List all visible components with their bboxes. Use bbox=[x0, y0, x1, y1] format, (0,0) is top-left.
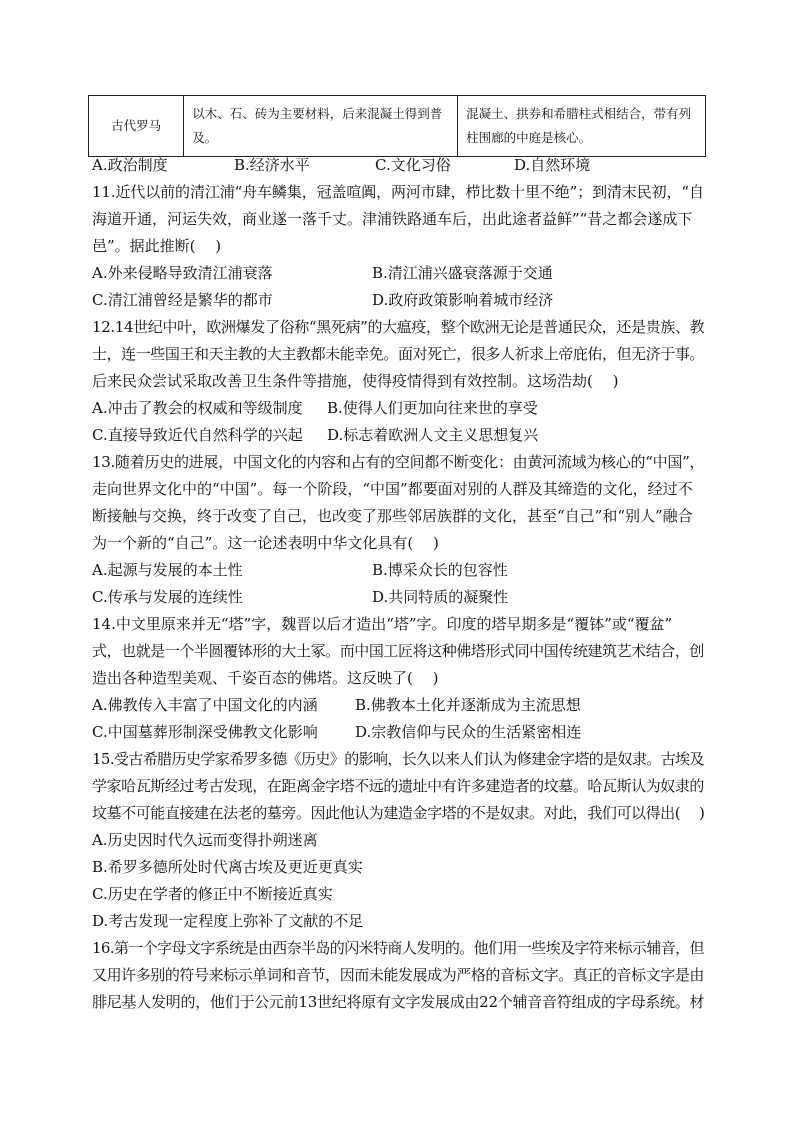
q11-text-line: 邑”。据此推断( ) bbox=[92, 237, 222, 255]
q15-option-b[interactable]: B.希罗多德所处时代离古埃及更近更真实 bbox=[92, 858, 363, 876]
table-cell-civilization: 古代罗马 bbox=[89, 96, 184, 157]
q10-option-c[interactable]: C.文化习俗 bbox=[375, 156, 451, 174]
q11-option-a[interactable]: A.外来侵略导致清江浦衰落 bbox=[92, 264, 273, 282]
q13-option-b[interactable]: B.博采众长的包容性 bbox=[372, 561, 508, 579]
question-14 bbox=[92, 611, 704, 746]
q12-text-line: 士，连一些国王和天主教的大主教都未能幸免。面对死亡，很多人祈求上帝庇佑，但无济于事。 bbox=[92, 345, 705, 363]
q15-option-d[interactable]: D.考古发现一定程度上弥补了文献的不足 bbox=[92, 912, 364, 930]
q14-option-a[interactable]: A.佛教传入丰富了中国文化的内涵 bbox=[92, 696, 318, 714]
q12-text-line: 后来民众尝试采取改善卫生条件等措施，使得疫情得到有效控制。这场浩劫( ) bbox=[92, 372, 619, 390]
question-list bbox=[92, 152, 704, 1016]
q14-option-b[interactable]: B.佛教本土化并逐渐成为主流思想 bbox=[355, 696, 581, 714]
table-cell-materials: 以木、石、砖为主要材料，后来混凝土得到普及。 bbox=[184, 96, 458, 157]
q14-text-line: 14.中文里原来并无“塔”字，魏晋以后才造出“塔”字。印度的塔早期多是“覆钵”或“覆盆” bbox=[92, 615, 673, 633]
q11-text-line: 海道开通，河运失效，商业遂一落千丈。津浦铁路通车后，出此途者益鲜”“昔之都会遂成下 bbox=[92, 210, 693, 228]
question-11 bbox=[92, 179, 704, 314]
question-13 bbox=[92, 449, 704, 611]
q12-option-c[interactable]: C.直接导致近代自然科学的兴起 bbox=[92, 426, 303, 444]
q15-option-c[interactable]: C.历史在学者的修正中不断接近真实 bbox=[92, 885, 333, 903]
q10-option-d[interactable]: D.自然环境 bbox=[514, 156, 591, 174]
q16-text-line: 腓尼基人发明的，他们于公元前13世纪将原有文字发展成由22个辅音音符组成的字母系统。材 bbox=[92, 993, 705, 1011]
q12-option-b[interactable]: B.使得人们更加向往来世的享受 bbox=[327, 399, 538, 417]
q11-option-c[interactable]: C.清江浦曾经是繁华的都市 bbox=[92, 291, 273, 309]
q15-text-line: 坟墓不可能直接建在法老的墓旁。因此他认为建造金字塔的不是奴隶。对此，我们可以得出( ) bbox=[92, 804, 705, 822]
q14-option-c[interactable]: C.中国墓葬形制深受佛教文化影响 bbox=[92, 723, 318, 741]
q13-text-line: 断接触与交换，终于改变了自己，也改变了那些邻居族群的文化，甚至“自己”和“别人”融合 bbox=[92, 507, 693, 525]
q10-option-a[interactable]: A.政治制度 bbox=[92, 156, 168, 174]
q13-option-a[interactable]: A.起源与发展的本土性 bbox=[92, 561, 243, 579]
question-15 bbox=[92, 746, 704, 935]
q14-text-line: 式，也就是一个半圆覆钵形的大土冢。而中国工匠将这种佛塔形式同中国传统建筑艺术结合，创 bbox=[92, 642, 705, 660]
q16-text-line: 16.第一个字母文字系统是由西奈半岛的闪米特商人发明的。他们用一些埃及字符来标示辅音，但 bbox=[92, 939, 704, 957]
question-12 bbox=[92, 314, 704, 449]
q15-text-line: 15.受古希腊历史学家希罗多德《历史》的影响，长久以来人们认为修建金字塔的是奴隶。古埃及 bbox=[92, 750, 704, 768]
q12-text-line: 12.14世纪中叶，欧洲爆发了俗称“黑死病”的大瘟疫，整个欧洲无论是普通民众，还是贵族、教 bbox=[92, 318, 705, 336]
table-row-ancient-rome bbox=[89, 96, 706, 157]
q13-text-line: 为一个新的“自己”。这一论述表明中华文化具有( ) bbox=[92, 534, 439, 552]
q10-option-b[interactable]: B.经济水平 bbox=[234, 156, 310, 174]
q15-option-a[interactable]: A.历史因时代久远而变得扑朔迷离 bbox=[92, 831, 318, 849]
q14-option-d[interactable]: D.宗教信仰与民众的生活紧密相连 bbox=[355, 723, 582, 741]
q16-text-line: 又用许多别的符号来标示单词和音节，因而未能发展成为严格的音标文字。真正的音标文字是由 bbox=[92, 966, 705, 984]
q13-option-c[interactable]: C.传承与发展的连续性 bbox=[92, 588, 243, 606]
q11-option-d[interactable]: D.政府政策影响着城市经济 bbox=[372, 291, 554, 309]
question-16 bbox=[92, 935, 704, 1016]
q11-text-line: 11.近代以前的清江浦“舟车鳞集，冠盖喧阗，两河市肆，栉比数十里不绝”；到清末民初，“自 bbox=[92, 183, 704, 201]
q12-option-a[interactable]: A.冲击了教会的权威和等级制度 bbox=[92, 399, 303, 417]
comparison-table bbox=[88, 95, 706, 157]
q13-text-line: 13.随着历史的进展，中国文化的内容和占有的空间都不断变化：由黄河流域为核心的“中国”， bbox=[92, 453, 705, 471]
q10-options bbox=[92, 152, 704, 179]
q12-option-d[interactable]: D.标志着欧洲人文主义思想复兴 bbox=[327, 426, 539, 444]
q11-option-b[interactable]: B.清江浦兴盛衰落源于交通 bbox=[372, 264, 553, 282]
table-cell-features: 混凝土、拱券和希腊柱式相结合，带有列柱围廊的中庭是核心。 bbox=[458, 96, 706, 157]
q13-option-d[interactable]: D.共同特质的凝聚性 bbox=[372, 588, 509, 606]
q14-text-line: 造出各种造型美观、千姿百态的佛塔。这反映了( ) bbox=[92, 669, 439, 687]
q15-text-line: 学家哈瓦斯经过考古发现，在距离金字塔不远的遗址中有许多建造者的坟墓。哈瓦斯认为奴隶的 bbox=[92, 777, 705, 795]
q13-text-line: 走向世界文化中的“中国”。每一个阶段，“中国”都要面对别的人群及其缔造的文化，经过不 bbox=[92, 480, 693, 498]
